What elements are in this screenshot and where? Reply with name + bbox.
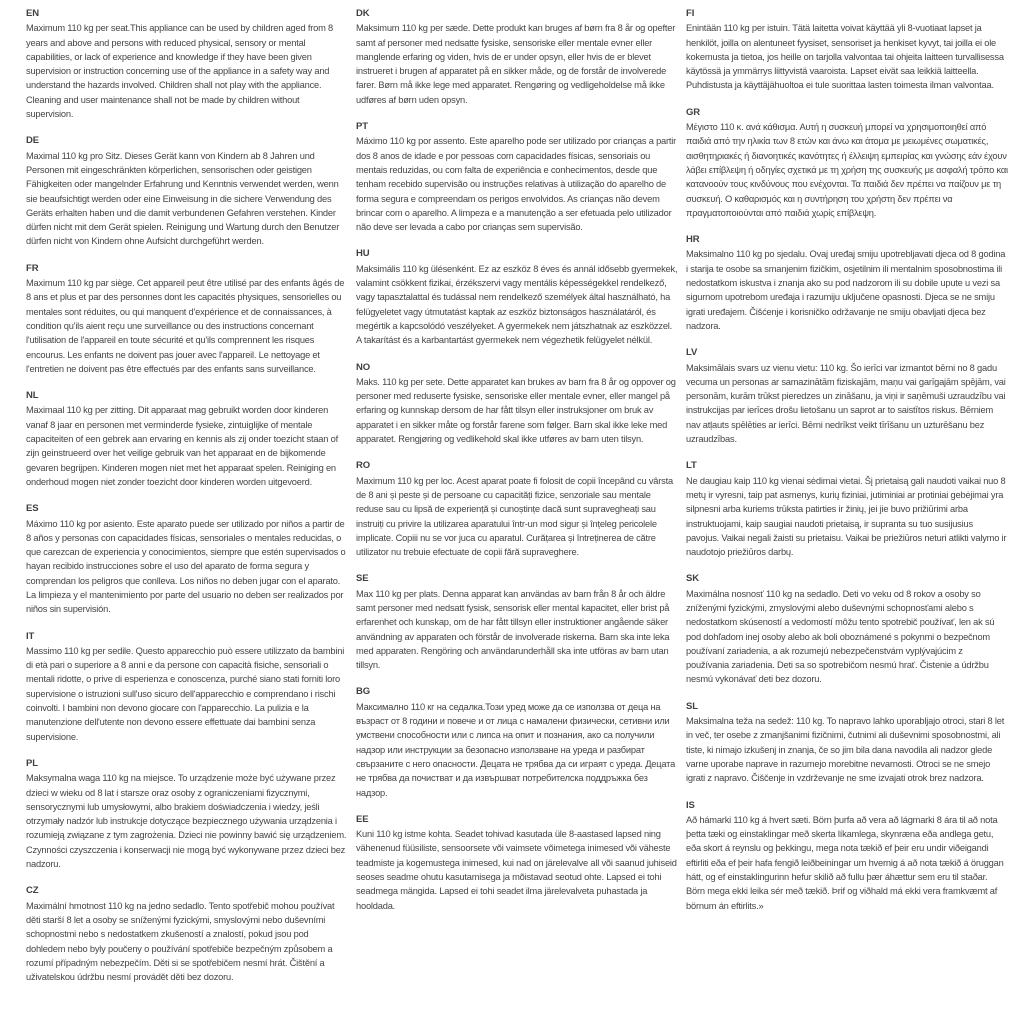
language-code-ro: RO [356,460,371,472]
column-3 [686,7,1008,1024]
language-code-no: NO [356,361,371,373]
language-code-gr: GR [686,106,701,118]
lang-section-en [26,7,348,121]
lang-section-fr [26,262,348,376]
language-code-nl: NL [26,390,39,402]
lang-section-ee [356,813,678,913]
language-code-es: ES [26,503,39,515]
lang-section-gr [686,106,1008,220]
lang-section-hu [356,247,678,347]
language-code-hu: HU [356,248,370,260]
notice-text-hr: Maksimalno 110 kg po sjedalu. Ovaj uređaj smiju upotrebljavati djeca od 8 godina i starija te osobe sa smanjenim fizičkim, osjetilnim ili mentalnim sposobnostima ili nedostatkom iskustva i znanja ako su pod nadzorom ili su dobile upute u vezi sa sigurnom upotrebom uređaja i razumiju uključene opasnosti. Djeca se ne smiju igrati uređajem. Čišćenje i korisničko održavanje ne smiju obavljati djeca bez nadzora. [686,249,1006,331]
language-code-dk: DK [356,8,370,19]
notice-text-de: Maximal 110 kg pro Sitz. Dieses Gerät kann von Kindern ab 8 Jahren und Personen mit eingeschränkten körperlichen, sensorischen oder geistigen Fähigkeiten oder mangelnder Erfahrung und Kenntnis verwendet werden, wenn sie beaufsichtigt werden oder eine Einweisung in die sichere Verwendung des Geräts erhalten haben und die damit verbundenen Gefahren verstehen. Kinder dürfen nicht mit dem Gerät spielen. Reinigung und Wartung durch den Benutzer dürfen nicht von Kindern ohne Aufsicht durchgeführt werden. [26,150,340,247]
column-2 [356,7,678,1024]
notice-text-nl: Maximaal 110 kg per zitting. Dit apparaat mag gebruikt worden door kinderen vanaf 8 jaar en personen met verminderde fysieke, zintuiglijke of mentale capaciteiten of een gebrek aan ervaring en kennis als zij onder toezicht staan of zijn geinstrueerd over het veilige gebruik van het apparaat en de bijkomende gevaren begrijpen. Kinderen mogen niet met het apparaat spelen. Reiniging en onderhoud mogen niet zonder toezicht door kinderen worden uitgevoerd. [26,405,338,487]
lang-section-sl [686,700,1008,786]
notice-text-ro: Maximum 110 kg per loc. Acest aparat poate fi folosit de copii începând cu vârsta de 8 ani și peste și de persoane cu capacități fizice, senzoriale sau mentale reduse sau cu lipsă de experiență și cunoștințe dacă sunt supravegheați sau instruiți cu privire la utilizarea aparatului într-un mod sigur și înțeleg pericolele implicate. Copiii nu se vor juca cu aparatul. Curățarea și întreținerea de către utilizator nu trebuie efectuate de copii fără supraveghere. [356,475,673,558]
language-code-en: EN [26,8,39,19]
notice-text-lt: Ne daugiau kaip 110 kg vienai sėdimai vietai. Šį prietaisą gali naudoti vaikai nuo 8 metų ir vyresni, taip pat asmenys, kurių fiziniai, jutiminiai ar protiniai gebėjimai yra silpnesni arba kuriems trūksta patirties ir žinių, jei jie buvo prižiūrimi arba instruktuojami, kaip saugiai naudoti prietaisą, ir supranta su tuo susijusius pavojus. Vaikai negali žaisti su prietaisu. Vaikai be priežiūros neturi atlikti valymo ir naudotojo priežiūros darbų. [686,475,1007,558]
language-code-lv: LV [686,347,698,359]
notice-text-bg: Максимално 110 кг на седалка.Този уред може да се използва от деца на възраст от 8 години и повече и от лица с намалени физически, сетивни или умствени способности или с липса на опит и познания, ако са получили надзор или инструкции за безопасно използване на уреда и разбират свързаните с него опасности. Децата не трябва да си играят с уреда. Децата не трябва да почистват и да извършват потребителска поддръжка без надзор. [356,701,676,798]
notice-text-se: Max 110 kg per plats. Denna apparat kan användas av barn från 8 år och äldre samt personer med nedsatt fysisk, sensorisk eller mental kapacitet, eller brist på erfarenhet och kunskap, om de har fått tillsyn eller instruktioner angående säker användning av apparaten och förstår de involverade riskerna. Barn ska inte leka med apparaten. Rengöring och användarunderhåll ska inte utföras av barn utan tillsyn. [356,588,670,671]
notice-text-gr: Μέγιστο 110 κ. ανά κάθισμα. Αυτή η συσκευή μπορεί να χρησιμοποιηθεί από παιδιά από την ηλικία των 8 ετών και άνω και άτομα με μειωμένες σωματικές, αισθητηριακές ή διανοητικές ικανότητες ή έλλειψη εμπειρίας και γνώσης εάν έχουν λάβει επίβλεψη ή οδηγίες σχετικά με τη χρήση της συσκευής με ασφαλή τρόπο και κατανοούν τους κινδύνους που ενέχονται. Τα παιδιά δεν πρέπει να παίζουν με τη συσκευή. Ο καθαρισμός και η συντήρηση του χρήστη δεν πρέπει να πραγματοποιούνται από παιδιά χωρίς επίβλεψη. [686,122,1008,218]
lang-section-lt [686,459,1008,559]
language-code-it: IT [26,630,35,642]
notice-text-is: Að hámarki 110 kg á hvert sæti. Börn þurfa að vera að lágmarki 8 ára til að nota þetta tæki og einstaklingar með skerta líkamlega, skynræna eða andlega getu, eða skort á reynslu og þekkingu, mega nota tækið ef þeir eru undir viðeigandi eftirliti eða ef þeir hafa fengið leiðbeiningar um hvernig á að nota tækið á öruggan hátt, og ef einstaklingurinn hefur skilið að fullu þær áhættur sem eru til staðar. Börn mega ekki leika sér með tækið. Þrif og viðhald má ekki vera framkvæmt af börnum án eftirlits.» [686,814,1004,911]
notice-text-sk: Maximálna nosnosť 110 kg na sedadlo. Deti vo veku od 8 rokov a osoby so zníženými fyzickými, zmyslovými alebo duševnými schopnosťami alebo s nedostatkom skúseností a vedomostí môžu tento spotrebič používať, len ak sú pod dohľadom inej osoby alebo ak boli oboznámené s pokynmi o bezpečnom používaní zariadenia, a ak rozumejú nebezpečenstvám vyplývajúcim z používania zariadenia. Deti sa so spotrebičom nesmú hrať. Čistenie a údržbu nesmú vykonávať deti bez dozoru. [686,588,995,685]
lang-section-pl [26,757,348,871]
lang-section-no [356,361,678,447]
lang-section-dk [356,7,678,107]
language-code-is: IS [686,799,695,811]
language-code-sl: SL [686,700,698,712]
language-code-fi: FI [686,8,695,19]
language-code-pt: PT [356,121,368,133]
language-code-de: DE [26,135,39,147]
notice-text-ee: Kuni 110 kg istme kohta. Seadet tohivad kasutada üle 8-aastased lapsed ning vähenenud füüsiliste, sensoorsete või vaimsete võimetega inimesed või väheste teadmiste ja kogemustega inimesed, kui nad on järelevalve all või saanud juhiseid seoses seadme ohutu kasutamisega ja mõistavad seotud ohte. Lapsed ei tohi seadmega mängida. Lapsed ei tohi seadet ilma järelevalveta puhastada ja hooldada. [356,829,677,911]
notice-text-pl: Maksymalna waga 110 kg na miejsce. To urządzenie może być używane przez dzieci w wieku od 8 lat i starsze oraz osoby z ograniczeniami fizycznymi, sensorycznymi lub umysłowymi, albo brakiem doświadczenia i wiedzy, jeśli otrzymały nadzór lub instrukcje dotyczące bezpiecznego używania urządzenia i rozumieją związane z tym zagrożenia. Dzieci nie powinny bawić się urządzeniem. Czynności czyszczenia i konserwacji nie mogą być wykonywane przez dzieci bez nadzoru. [26,773,347,870]
language-code-pl: PL [26,757,38,769]
lang-section-es [26,502,348,616]
lang-section-se [356,572,678,672]
language-code-fr: FR [26,262,39,274]
notice-text-cz: Maximální hmotnost 110 kg na jedno sedadlo. Tento spotřebič mohou používat děti starší 8 let a osoby se sníženými fyzickými, smyslovými nebo duševními schopnostmi nebo s nedostatkem zkušeností a znalostí, pokud jsou pod dohledem nebo byly poučeny o používání spotřebiče bezpečným způsobem a rozumí případným nebezpečím. Děti si se spotřebičem nesmí hrát. Čištění a uživatelskou údržbu nesmí provádět děti bez dozoru. [26,900,335,983]
notice-text-es: Máximo 110 kg por asiento. Este aparato puede ser utilizado por niños a partir de 8 años y personas con capacidades físicas, sensoriales o mentales reducidas, o que carezcan de experiencia y conocimientos, siempre que estén supervisados o hayan recibido instrucciones sobre el uso del aparato de forma segura y comprendan los peligros que conlleva. Los niños no deben jugar con el aparato. La limpieza y el mantenimiento por parte del usuario no deben ser realizados por niños sin supervisión. [26,518,346,615]
notice-text-fi: Enintään 110 kg per istuin. Tätä laitetta voivat käyttää yli 8-vuotiaat lapset ja henkilöt, joilla on alentuneet fyysiset, sensoriset ja henkiset kyvyt, tai joilla ei ole kokemusta ja tietoa, jos heille on tarjolla valvontaa tai ohjeita laitteen turvallisessa käytössä ja ymmärrys liittyvistä vaaroista. Lapset eivät saa leikkiä laitteella. Puhdistusta ja käyttäjähuoltoa ei tule suorittaa lasten toimesta ilman valvontaa. [686,23,1004,91]
lang-section-it [26,630,348,744]
language-code-hr: HR [686,234,700,246]
language-code-ee: EE [356,813,369,825]
lang-section-cz [26,884,348,984]
lang-section-sk [686,572,1008,686]
lang-section-nl [26,389,348,489]
lang-section-bg [356,685,678,799]
column-1 [26,7,348,1024]
lang-section-ro [356,459,678,559]
language-code-sk: SK [686,573,699,585]
notice-text-fr: Maximum 110 kg par siège. Cet appareil peut être utilisé par des enfants âgés de 8 ans et plus et par des personnes dont les capacités physiques, sensorielles ou mentales sont réduites, ou qui manquent d'expérience et de connaissances, à condition qu'ils aient reçu une surveillance ou des instructions concernant l'utilisation de l'appareil en toute sécurité et qu'ils comprennent les risques encourus. Les enfants ne doivent pas jouer avec l'appareil. Le nettoyage et l'entretien ne doivent pas être effectués par des enfants sans surveillance. [26,278,345,374]
lang-section-lv [686,346,1008,446]
language-code-bg: BG [356,686,371,698]
notice-text-en: Maximum 110 kg per seat.This appliance can be used by children aged from 8 years and above and persons with reduced physical, sensory or mental capabilities, or lack of experience and knowledge if they have been given supervision or instruction concerning use of the appliance in a safety way and understand the hazards involved. Children shall not play with the appliance. Cleaning and user maintenance shall not be made by children without supervision. [26,23,333,120]
language-code-cz: CZ [26,885,39,897]
lang-section-de [26,134,348,248]
notice-text-it: Massimo 110 kg per sedile. Questo apparecchio può essere utilizzato da bambini di età pari o superiore a 8 anni e da persone con capacità fisiche, sensoriali o mentali ridotte, o prive di esperienza e conoscenza, purché siano stati forniti loro supervisione o istruzioni sull'uso sicuro dell'apparecchio e comprendano i rischi coinvolti. I bambini non devono giocare con l'apparecchio. La pulizia e la manutenzione dell'utente non devono essere effettuate dai bambini senza supervisione. [26,645,345,742]
notice-text-dk: Maksimum 110 kg per sæde. Dette produkt kan bruges af børn fra 8 år og opefter samt af personer med nedsatte fysiske, sensoriske eller mentale evner eller manglende erfaring og viden, hvis de er under opsyn, eller hvis de er blevet instrueret i brugen af apparatet på en sikker måde, og de forstår de involverede farer. Børn må ikke lege med apparatet. Rengøring og vedligeholdelse må ikke udføres af børn uden opsyn. [356,23,676,105]
lang-section-pt [356,120,678,234]
lang-section-is [686,799,1008,913]
lang-section-fi [686,7,1008,93]
language-code-se: SE [356,573,369,585]
lang-section-hr [686,233,1008,333]
notice-text-lv: Maksimālais svars uz vienu vietu: 110 kg. Šo ierīci var izmantot bērni no 8 gadu vecuma un personas ar samazinātām fiziskajām, maņu vai garīgajām spējām, vai personām, kurām trūkst pieredzes un zināšanu, ja viņi ir saņēmuši uzraudzību vai instrukcijas par ierīces drošu lietošanu un saprot ar to saistītos riskus. Bērniem nav atļauts spēlēties ar ierīci. Bērni nedrīkst veikt tīrīšanu un uzturēšanu bez uzraudzības. [686,362,1006,445]
notice-text-sl: Maksimalna teža na sedež: 110 kg. To napravo lahko uporabljajo otroci, stari 8 let in več, ter osebe z zmanjšanimi fizičnimi, čutnimi ali duševnimi sposobnostmi, ali tiste, ki nimajo izkušenj in znanja, če so jim bila dana navodila ali nadzor glede varne uporabe naprave in razumejo morebitne nevarnosti. Otroci se ne smejo igrati z napravo. Čiščenje in vzdrževanje ne sme izvajati otrok brez nadzora. [686,716,1005,784]
notice-text-pt: Máximo 110 kg por assento. Este aparelho pode ser utilizado por crianças a partir dos 8 anos de idade e por pessoas com capacidades físicas, sensoriais ou mentais reduzidas, ou com falta de experiência e conhecimentos, desde que tenham recebido supervisão ou instruções relativas à utilização do aparelho de forma segura e compreendam os perigos envolvidos. As crianças não devem brincar com o aparelho. A limpeza e a manutenção a ser efetuada pelo utilizador não deve ser levada a cabo por crianças sem supervisão. [356,136,677,233]
notice-text-no: Maks. 110 kg per sete. Dette apparatet kan brukes av barn fra 8 år og oppover og personer med reduserte fysiske, sensoriske eller mentale evner, eller mangel på erfaring og kunnskap dersom de har fått tilsyn eller instruksjoner om bruk av apparatet i en sikker måte og forstår farene som følger. Barn skal ikke leke med apparatet. Rengjøring og vedlikehold skal ikke utføres av barn uten tilsyn. [356,376,676,445]
notice-text-hu: Maksimális 110 kg ülésenként. Ez az eszköz 8 éves és annál idősebb gyermekek, valamint csökkent fizikai, érzékszervi vagy mentális képességekkel rendelkező, vagy tapasztalattal és tudással nem rendelkező személyek által használható, ha felügyeletet vagy útmutatást kaptak az eszköz biztonságos használatáról, és megértik a kapcsolódó veszélyeket. A gyermekek nem játszhatnak az eszközzel. A takarítást és a karbantartást gyermekek nem végezhetik felügyelet nélkül. [356,263,678,346]
language-code-lt: LT [686,460,697,472]
